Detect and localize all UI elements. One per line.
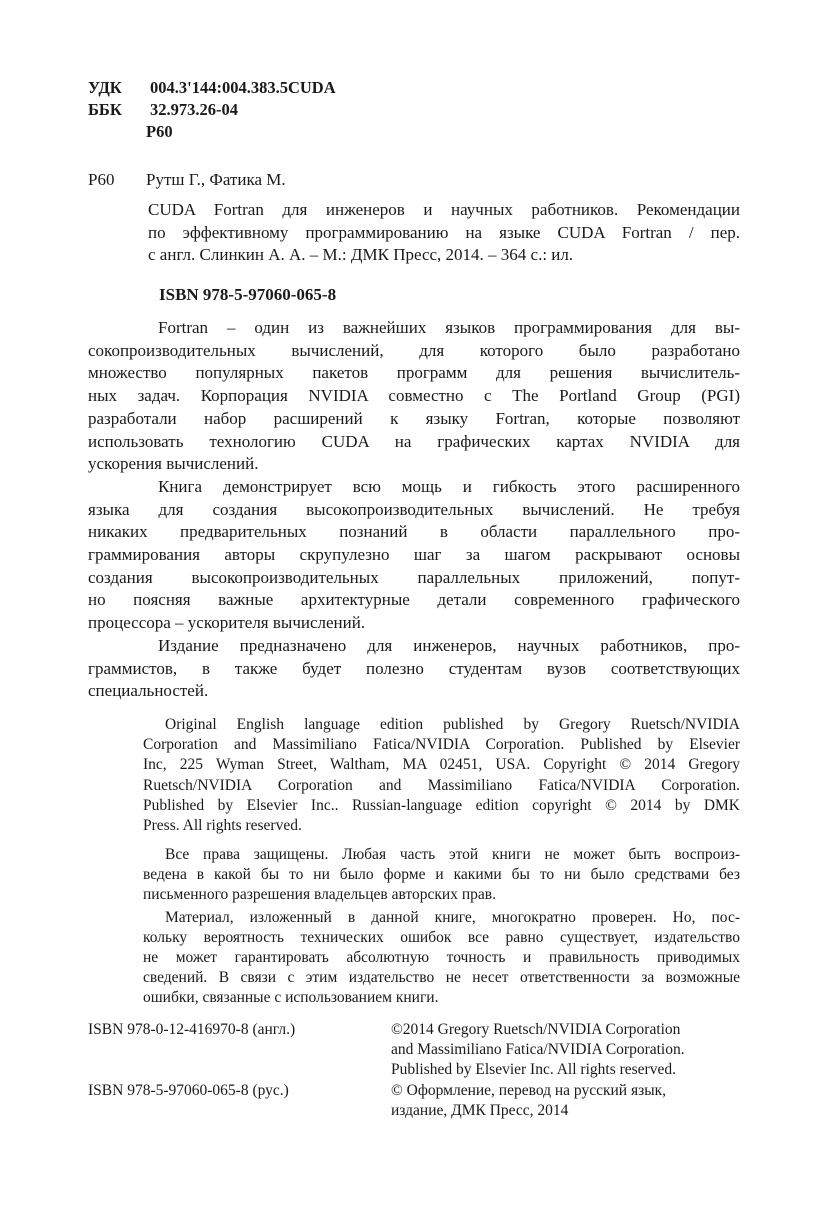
abstract-line: использовать технологию CUDA на графических картах NVIDIA для	[88, 431, 740, 451]
english-copyright-line: Corporation and Massimiliano Fatica/NVIDIA Corporation. Published by Elsevier	[143, 736, 740, 754]
author-line	[88, 170, 286, 190]
english-edition-line: and Massimiliano Fatica/NVIDIA Corporation.	[391, 1041, 685, 1059]
russian-edition-line: издание, ДМК Пресс, 2014	[391, 1102, 569, 1120]
description-line: с англ. Слинкин А. А. – М.: ДМК Пресс, 2014. – 364 с.: ил.	[148, 245, 574, 265]
abstract-line: языка для создания высокопроизводительных вычислений. Не требуя	[88, 499, 740, 519]
english-copyright-line: Ruetsch/NVIDIA Corporation and Massimiliano Fatica/NVIDIA Corporation.	[143, 776, 740, 794]
abstract-line: никаких предварительных познаний в области параллельного про-	[88, 522, 740, 542]
english-copyright-line: Published by Elsevier Inc.. Russian-language edition copyright © 2014 by DMK	[143, 796, 740, 814]
english-copyright-line: Press. All rights reserved.	[143, 817, 302, 835]
bbk-value: 32.973.26-04	[150, 100, 238, 119]
english-edition-line: ©2014 Gregory Ruetsch/NVIDIA Corporation	[391, 1021, 681, 1038]
russian-edition-copyright	[391, 1081, 740, 1121]
abstract-line: ускорения вычислений.	[88, 454, 259, 474]
author-mark: Р60	[146, 122, 173, 141]
disclaimer-line: не может гарантировать абсолютную точность и правильность приводимых	[143, 949, 740, 967]
rights-line: Все права защищены. Любая часть этой книги не может быть воспроиз-	[165, 846, 740, 863]
english-copyright-line: Original English language edition published by Gregory Ruetsch/NVIDIA	[165, 716, 740, 733]
english-edition-line: Published by Elsevier Inc. All rights reserved.	[391, 1061, 676, 1079]
description-line: по эффективному программированию на языке CUDA Fortran / пер.	[148, 222, 740, 242]
abstract-line: граммирования авторы скрупулезно шаг за шагом раскрывают основы	[88, 545, 740, 565]
abstract-line: специальностей.	[88, 681, 209, 701]
udk-row	[88, 77, 336, 99]
russian-edition-line: © Оформление, перевод на русский язык,	[391, 1082, 667, 1099]
abstract-paragraph	[88, 635, 740, 703]
rights-notes	[143, 845, 740, 1009]
entry-code: Р60	[88, 170, 115, 189]
main-isbn: ISBN 978-5-97060-065-8	[159, 285, 337, 304]
english-copyright-line: Inc, 225 Wyman Street, Waltham, MA 02451, USA. Copyright © 2014 Gregory	[143, 756, 740, 774]
abstract-line: граммистов, в также будет полезно студентам вузов соответствующих	[88, 658, 740, 678]
disclaimer-line: Материал, изложенный в данной книге, многократно проверен. Но, пос-	[165, 908, 740, 926]
disclaimer	[143, 908, 740, 1009]
abstract-line: разработали набор расширений к языку Fortran, которые позволяют	[88, 408, 740, 428]
english-isbn: ISBN 978-0-12-416970-8 (англ.)	[88, 1021, 296, 1038]
abstract	[88, 317, 740, 703]
english-edition-copyright	[391, 1020, 740, 1081]
abstract-line: Издание предназначено для инженеров, научных работников, про-	[158, 635, 740, 655]
classification-block	[88, 77, 336, 143]
rights-line: ведена в какой бы то ни было форме и какими бы то ни было средствами без	[143, 866, 740, 884]
udk-value: 004.3'144:004.383.5CUDA	[150, 78, 336, 97]
disclaimer-line: ошибки, связанные с использованием книги.	[143, 989, 439, 1007]
disclaimer-line: кольку вероятность технических ошибок все равно существует, издательство	[143, 928, 740, 946]
rights-line: письменного разрешения владельцев авторских прав.	[143, 886, 496, 904]
abstract-paragraph	[88, 317, 740, 476]
udk-label: УДК	[88, 78, 122, 97]
entry-authors: Рутш Г., Фатика М.	[146, 170, 286, 189]
bbk-row	[88, 99, 336, 121]
author-mark-row	[88, 121, 336, 143]
russian-isbn: ISBN 978-5-97060-065-8 (рус.)	[88, 1082, 289, 1099]
abstract-line: Fortran – один из важнейших языков программирования для вы-	[158, 318, 740, 337]
english-copyright-notice	[143, 715, 740, 836]
abstract-line: процессора – ускорителя вычислений.	[88, 613, 366, 633]
rights-notice	[143, 845, 740, 906]
abstract-line: сокопроизводительных вычислений, для которого было разработано	[88, 340, 740, 360]
abstract-paragraph	[88, 476, 740, 635]
abstract-line: создания высокопроизводительных параллельных приложений, попут-	[88, 567, 740, 587]
bbk-label: ББК	[88, 100, 122, 119]
book-description	[148, 199, 740, 267]
abstract-line: множество популярных пакетов программ для решения вычислитель-	[88, 363, 740, 383]
abstract-line: ных задач. Корпорация NVIDIA совместно с The Portland Group (PGI)	[88, 386, 740, 406]
disclaimer-line: сведений. В связи с этим издательство не несет ответственности за возможные	[143, 969, 740, 987]
abstract-line: но поясняя важные архитектурные детали современного графического	[88, 590, 740, 610]
abstract-line: Книга демонстрирует всю мощь и гибкость этого расширенного	[158, 476, 740, 496]
description-line: CUDA Fortran для инженеров и научных работников. Рекомендации	[148, 200, 740, 219]
